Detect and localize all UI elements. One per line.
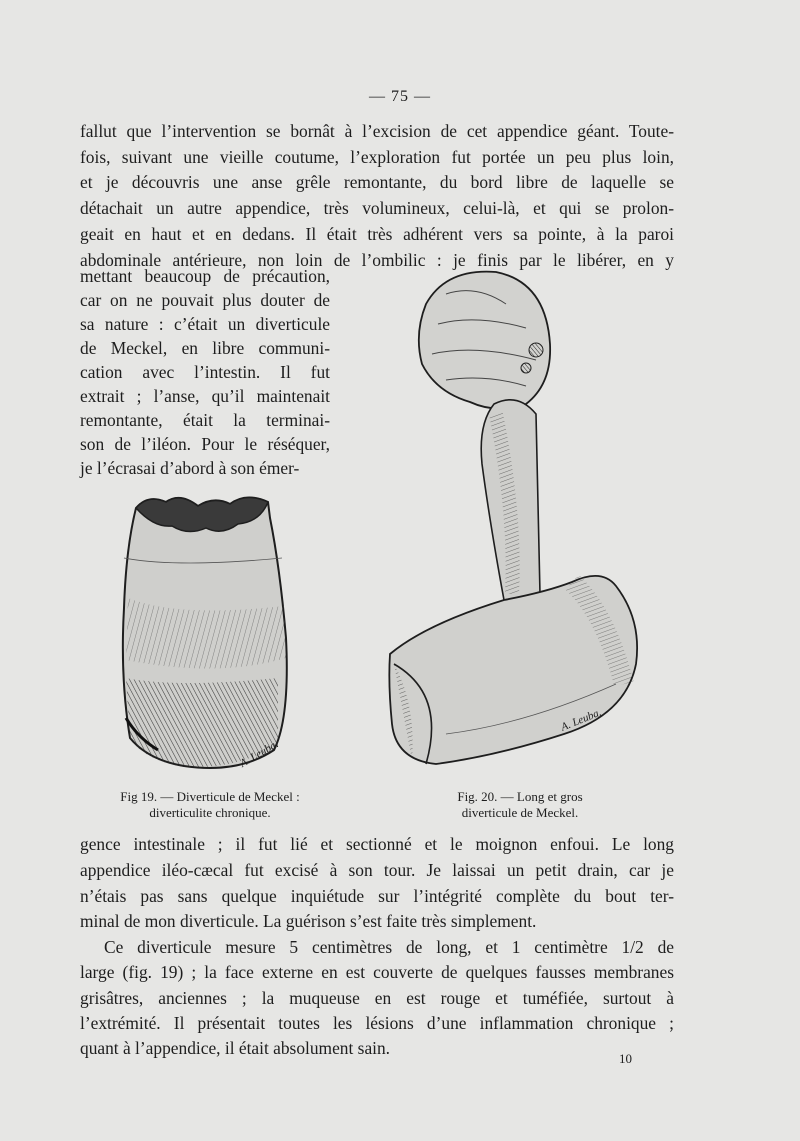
text-line: son de l’iléon. Pour le réséquer, <box>80 434 330 454</box>
text-line: extrait ; l’anse, qu’il maintenait <box>80 386 330 406</box>
text-line: et je découvris une anse grêle remontante, du bord libre de laquelle se <box>80 172 674 192</box>
text-line: car on ne pouvait plus douter de <box>80 290 330 310</box>
text-line: abdominale antérieure, non loin de l’ombilic : je finis par le libérer, en y <box>80 250 674 270</box>
caption-line: Fig. 20. — Long et gros <box>457 789 583 804</box>
text-line: appendice iléo-cæcal fut excisé à son tour. Je laissai un petit drain, car je <box>80 860 674 880</box>
figure-19-signature: A. Leuba. <box>237 738 281 770</box>
text-line: Ce diverticule mesure 5 centimètres de long, et 1 centimètre 1/2 de <box>104 937 674 957</box>
figure-19-illustration <box>118 488 298 774</box>
text-line: je l’écrasai d’abord à son émer- <box>80 458 300 478</box>
text-line: sa nature : c’était un diverticule <box>80 314 330 334</box>
figure-20-caption <box>410 789 630 821</box>
text-line: l’extrémité. Il présentait toutes les lésions d’une inflammation chronique ; <box>80 1013 674 1033</box>
text-line: remontante, était la terminai- <box>80 410 330 430</box>
text-line: cation avec l’intestin. Il fut <box>80 362 330 382</box>
figure-19-caption <box>100 789 320 821</box>
text-line: geait en haut et en dedans. Il était très adhérent vers sa pointe, à la paroi <box>80 224 674 244</box>
figure-20-illustration <box>386 264 648 776</box>
text-line: mettant beaucoup de précaution, <box>80 266 330 286</box>
caption-line: diverticule de Meckel. <box>461 805 579 820</box>
text-line: fallut que l’intervention se bornât à l’excision de cet appendice géant. Toute- <box>80 121 674 141</box>
caption-line: diverticulite chronique. <box>149 805 271 820</box>
caption-line: Fig 19. — Diverticule de Meckel : <box>120 789 300 804</box>
text-line: n’étais pas sans quelque inquiétude sur l’intégrité complète du bout ter- <box>80 886 674 906</box>
text-line: gence intestinale ; il fut lié et sectionné et le moignon enfoui. Le long <box>80 834 674 854</box>
text-line: quant à l’appendice, il était absolument sain. <box>80 1038 391 1058</box>
text-line: de Meckel, en libre communi- <box>80 338 330 358</box>
figure-20-signature: A. Leuba. <box>559 706 604 734</box>
text-line: détachait un autre appendice, très volumineux, celui-là, et qui se prolon- <box>80 198 674 218</box>
text-line: large (fig. 19) ; la face externe en est couverte de quelques fausses membranes <box>80 962 674 982</box>
text-line: grisâtres, anciennes ; la muqueuse en est rouge et tuméfiée, surtout à <box>80 988 674 1008</box>
text-line: minal de mon diverticule. La guérison s’est faite très simplement. <box>80 911 537 931</box>
folio-signature-mark: 10 <box>619 1051 632 1066</box>
page-number: — 75 — <box>369 88 431 105</box>
text-line: fois, suivant une vieille coutume, l’exploration fut portée un peu plus loin, <box>80 147 674 167</box>
